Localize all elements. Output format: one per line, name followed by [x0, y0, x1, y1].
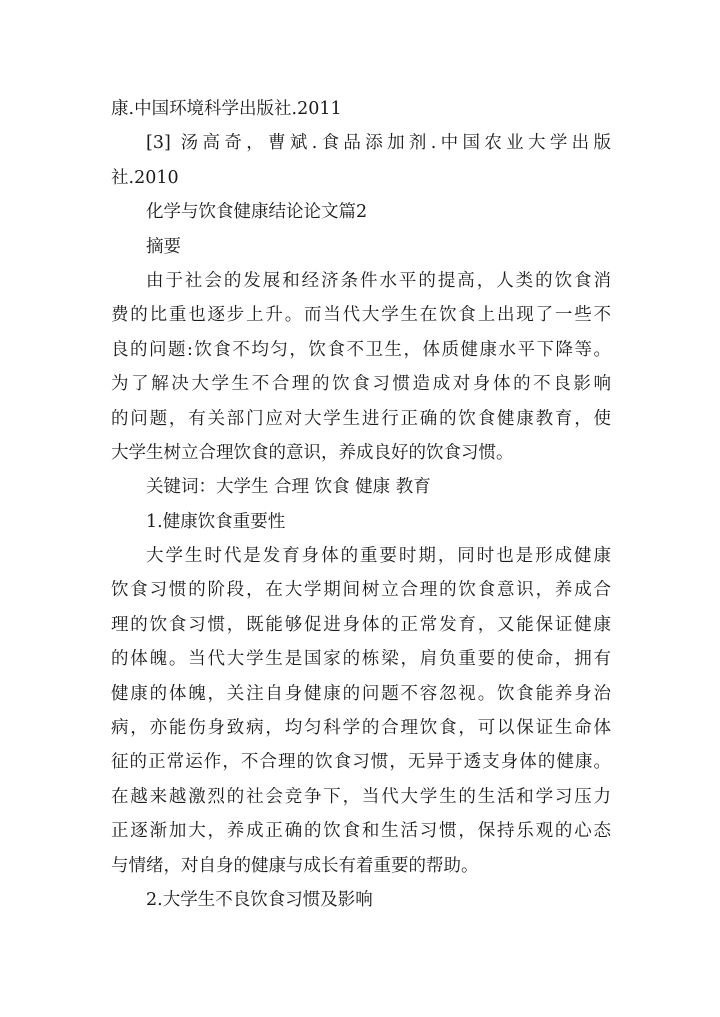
reference-line: [3] 汤高奇，曹斌.食品添加剂.中国农业大学出版	[146, 133, 611, 154]
reference-line: 社.2010	[111, 167, 179, 188]
abstract-line: 为了解决大学生不合理的饮食习惯造成对身体的不良影响	[111, 374, 611, 395]
body-line: 饮食习惯的阶段，在大学期间树立合理的饮食意识，养成合	[111, 580, 611, 601]
keywords-line: 关键词：大学生 合理 饮食 健康 教育	[146, 477, 431, 498]
abstract-line: 的问题，有关部门应对大学生进行正确的饮食健康教育，使	[111, 408, 611, 429]
reference-line: 康.中国环境科学出版社.2011	[111, 99, 342, 119]
abstract-line: 由于社会的发展和经济条件水平的提高，人类的饮食消	[146, 270, 611, 291]
abstract-line: 费的比重也逐步上升。而当代大学生在饮食上出现了一些不	[111, 305, 611, 326]
body-line: 的体魄。当代大学生是国家的栋梁，肩负重要的使命，拥有	[111, 649, 611, 670]
document-body	[111, 92, 611, 917]
body-line: 健康的体魄，关注自身健康的问题不容忽视。饮食能养身治	[111, 683, 611, 704]
abstract-heading: 摘要	[146, 236, 181, 257]
body-line: 大学生时代是发育身体的重要时期，同时也是形成健康	[146, 546, 611, 567]
section-heading: 1.健康饮食重要性	[146, 511, 286, 532]
body-line: 与情绪，对自身的健康与成长有着重要的帮助。	[111, 855, 479, 876]
body-line: 征的正常运作，不合理的饮食习惯，无异于透支身体的健康。	[111, 752, 611, 773]
abstract-line: 大学生树立合理饮食的意识，养成良好的饮食习惯。	[111, 442, 514, 463]
body-line: 病，亦能伤身致病，均匀科学的合理饮食，可以保证生命体	[111, 718, 611, 739]
body-line: 在越来越激烈的社会竞争下，当代大学生的生活和学习压力	[111, 786, 611, 807]
article-title: 化学与饮食健康结论论文篇2	[146, 202, 368, 223]
abstract-line: 良的问题:饮食不均匀，饮食不卫生，体质健康水平下降等。	[111, 339, 611, 360]
section-heading: 2.大学生不良饮食习惯及影响	[146, 889, 373, 910]
body-line: 正逐渐加大，养成正确的饮食和生活习惯，保持乐观的心态	[111, 821, 611, 842]
body-line: 理的饮食习惯，既能够促进身体的正常发育，又能保证健康	[111, 614, 611, 635]
